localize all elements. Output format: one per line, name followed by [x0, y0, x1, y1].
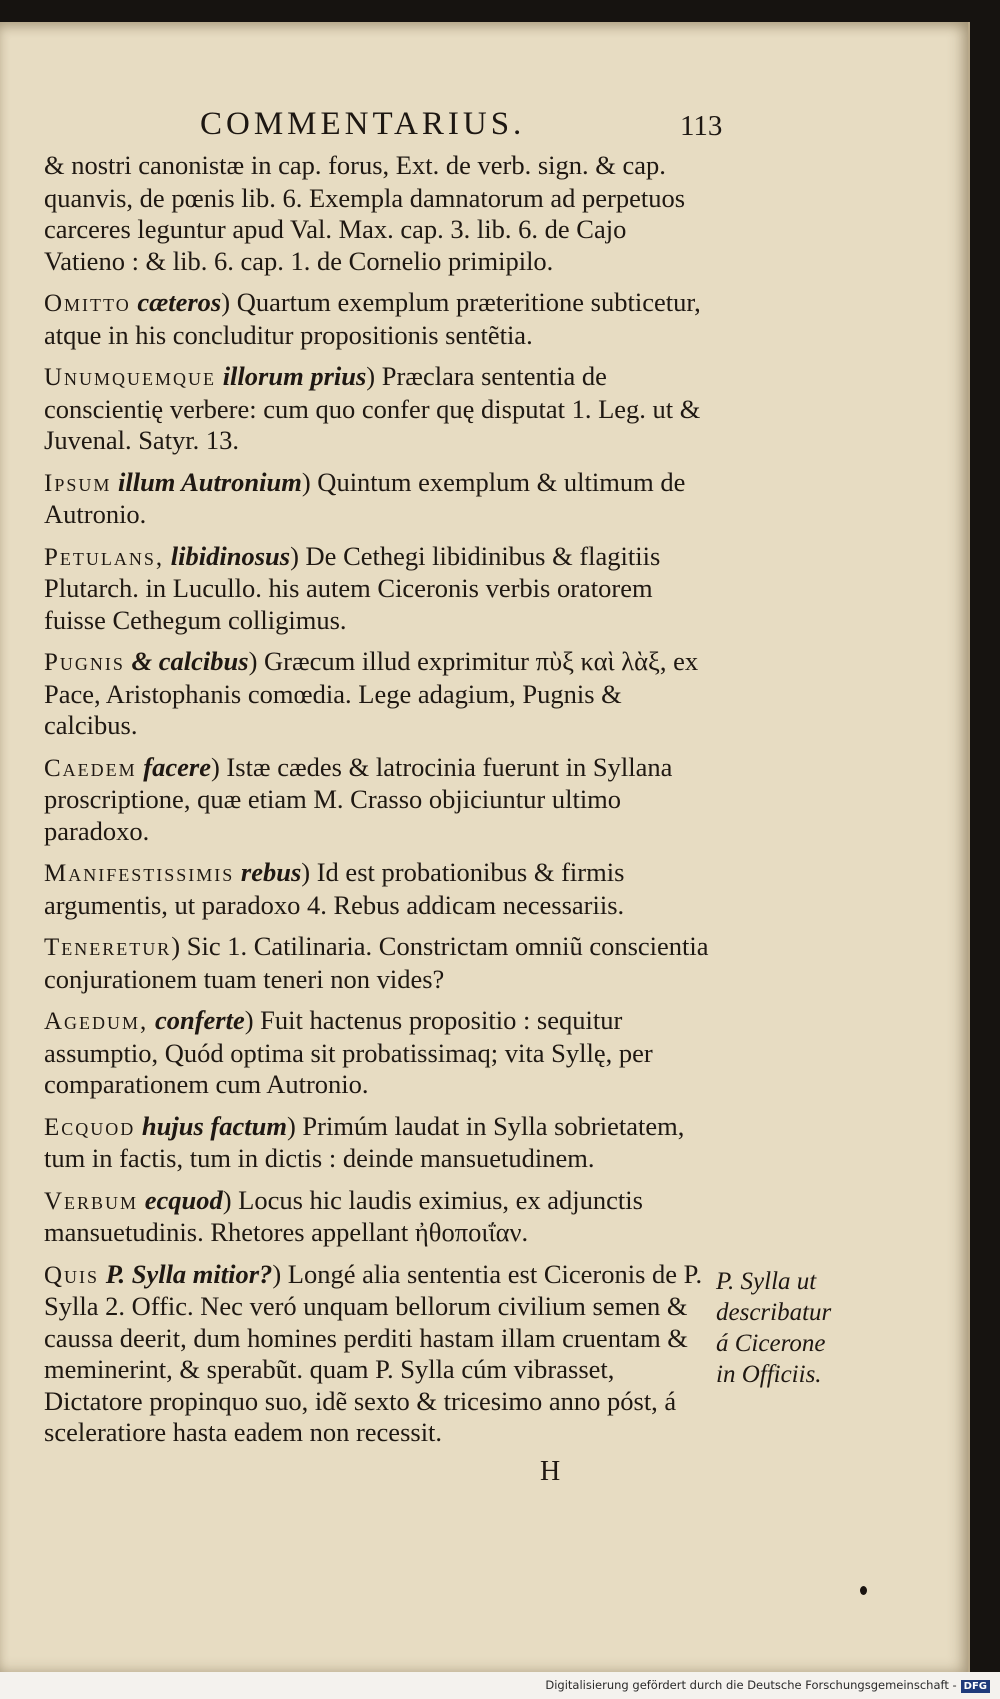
paragraph-1: & nostri canonistæ in cap. forus, Ext. de verb. sign. & cap. quanvis, de pœnis lib. 6. Exempla damnatorum ad perpetuos carceres leguntur apud Val. Max. cap. 3. lib. 6. de Cajo Vatieno : & lib. 6. cap. 1. de Cornelio primipilo. [44, 150, 686, 276]
marginal-note-line: á Cicerone [716, 1330, 826, 1357]
paragraph-body: ) Græcum illud exprimitur πὺξ καὶ λὰξ, ex Pace, Aristophanis comœdia. Lege adagium, Pugnis & calcibus. [44, 646, 699, 740]
paragraph-6 [44, 646, 712, 742]
marginal-note-line: in Officiis. [716, 1361, 822, 1388]
lemma: Petulans, [44, 543, 165, 571]
marginal-note [716, 1266, 846, 1390]
lemma-italic: ecquod [144, 1184, 223, 1215]
paragraph-body: ) Id est probationibus & firmis argumentis, ut paradoxo 4. Rebus addicam necessariis. [44, 857, 625, 920]
paragraph-4 [44, 467, 712, 531]
marginal-note-line: describatur [716, 1299, 832, 1326]
lemma: Teneretur [44, 934, 172, 961]
paragraph-body: ) Istæ cædes & latrocinia fuerunt in Syllana proscriptione, quæ etiam M. Crasso objiciuntur ultimo paradoxo. [44, 751, 673, 846]
lemma: Ipsum [44, 469, 112, 497]
book-page [0, 22, 970, 1672]
lemma-italic: cæteros [137, 287, 222, 317]
lemma-italic: illum Autronium [117, 466, 302, 497]
paragraph-3 [44, 361, 712, 457]
running-head: COMMENTARIUS. [200, 106, 526, 142]
paragraph-11 [44, 1111, 712, 1175]
page-header [0, 92, 968, 152]
ink-spot [860, 1586, 867, 1595]
paragraph-13 [44, 1259, 712, 1449]
paragraph-7 [44, 752, 712, 848]
digitization-credit [545, 1678, 990, 1693]
credit-text: Digitalisierung gefördert durch die Deutsche Forschungsgemeinschaft - [545, 1678, 957, 1692]
lemma: Ecquod [44, 1113, 136, 1141]
lemma: Caedem [44, 754, 137, 782]
lemma-italic: facere [143, 751, 211, 782]
lemma: Quis [44, 1261, 100, 1289]
paragraph-9 [44, 931, 712, 995]
paragraph-body: ) Longé alia sententia est Ciceronis de P. Sylla 2. Offic. Nec veró unquam bellorum civilium semen & caussa deerit, dum homines perditi hastam illam cruentam & meminerint, & sperabũt. quam P. Sylla cúm vibrasset, Dictatore propinquo suo, idẽ sexto & tricesimo anno póst, á sceleratiore hasta eadem non recessit. [44, 1258, 703, 1447]
commentary-text [44, 150, 712, 1459]
lemma: Omitto [44, 290, 131, 317]
paragraph-10 [44, 1005, 712, 1101]
lemma: Manifestissimis [44, 860, 235, 887]
lemma-italic: P. Sylla mitior? [105, 1258, 273, 1289]
lemma: Pugnis [44, 649, 125, 676]
paragraph-5 [44, 541, 712, 637]
paragraph-body: ) Præclara sententia de conscientię verbere: cum quo confer quę disputat 1. Leg. ut & Juvenal. Satyr. 13. [44, 361, 701, 455]
paragraph-body: ) De Cethegi libidinibus & flagitiis Plutarch. in Lucullo. his autem Ciceronis verbis oratorem fuisse Cethegum colligimus. [44, 540, 661, 635]
paragraph-body: ) Locus hic laudis eximius, ex adjunctis mansuetudinis. Rhetores appellant ἠθοποιΐαν. [44, 1184, 643, 1247]
lemma-italic: libidinosus [170, 540, 291, 571]
paragraph-2 [44, 287, 712, 351]
lemma: Verbum [44, 1187, 139, 1215]
paragraph-body: ) Fuit hactenus propositio : sequitur assumptio, Quód optima sit probatissimaq; vita Syllę, per comparationem cum Autronio. [44, 1005, 653, 1099]
paragraph-body: ) Quartum exemplum præteritione subticetur, atque in his concluditur propositionis sentẽtia. [44, 287, 701, 350]
lemma-italic: hujus factum [141, 1110, 287, 1141]
lemma-italic: & calcibus [131, 646, 249, 676]
paragraph-12 [44, 1185, 712, 1249]
lemma-italic: conferte [154, 1005, 245, 1035]
paragraph-body: ) Sic 1. Catilinaria. Constrictam omniũ conscientia conjurationem tuam teneri non vides? [44, 931, 709, 994]
footer-bar [0, 1672, 1000, 1699]
lemma-italic: illorum prius [222, 361, 367, 391]
lemma: Unumquemque [44, 364, 217, 391]
dfg-logo-icon: DFG [961, 1680, 990, 1693]
page-number: 113 [680, 110, 723, 142]
lemma-italic: rebus [240, 857, 302, 887]
signature-mark: H [540, 1456, 561, 1487]
marginal-note-line: P. Sylla ut [716, 1268, 817, 1295]
paragraph-body: ) Quintum exemplum & ultimum de Autronio. [44, 466, 686, 529]
paragraph-body: ) Primúm laudat in Sylla sobrietatem, tum in factis, tum in dictis : deinde mansuetudinem. [44, 1110, 685, 1173]
paragraph-8 [44, 857, 712, 921]
lemma: Agedum, [44, 1008, 149, 1035]
